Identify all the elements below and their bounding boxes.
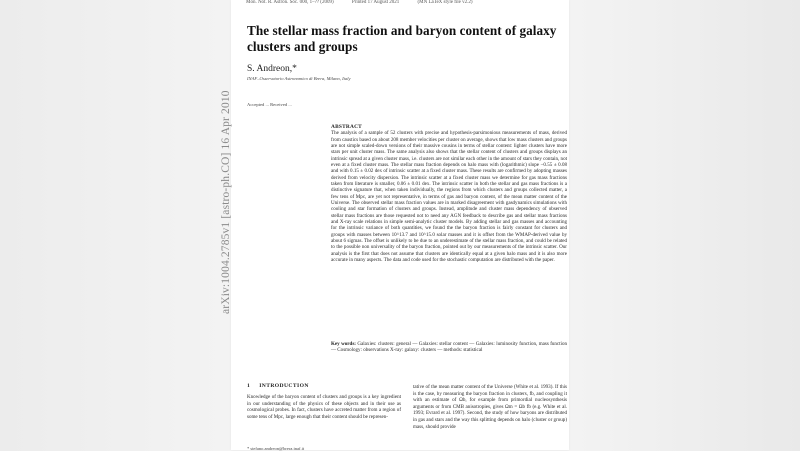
section-heading-introduction <box>247 383 309 389</box>
introduction-left-column: Knowledge of the baryon content of clusters and groups is a key ingredient in our understanding of the physics of these objects and in their use as cosmological probes. In fact, clusters have accreted matter from a region of some tens of Mpc, large enough that their content should be represen- <box>247 394 401 420</box>
running-head <box>246 0 566 6</box>
author-affiliation: INAF–Osservatorio Astronomico di Brera, Milano, Italy <box>247 76 351 81</box>
accepted-received: Accepted ... Received ... <box>247 102 292 107</box>
printed-date: Printed 17 August 2021 <box>351 0 400 5</box>
paper-title: The stellar mass fraction and baryon content of galaxy clusters and groups <box>247 23 557 54</box>
paper-page <box>220 0 569 451</box>
abstract-heading: ABSTRACT <box>331 124 362 130</box>
style-file: (MN LaTeX style file v2.2) <box>417 0 473 5</box>
footnote-email: * stefano.andreon@brera.inaf.it <box>247 446 305 451</box>
abstract-text: The analysis of a sample of 52 clusters with precise and hypothesis-parsimonious measurements of mass, derived from caustics based on about 208 member velocities per cluster on average, shows that low mass clusters and groups are not simple scaled-down versions of their massive cousins in terms of stellar content: lighter clusters have more stars per unit cluster mass. The same analysis also shows that the stellar content of clusters and groups displays an intrinsic spread at a given cluster mass, i.e. clusters are not similar each other in the amount of stars they contain, not even at a fixed cluster mass. The stellar mass fraction depends on halo mass with (logarithmic) slope −0.55 ± 0.08 and with 0.15 ± 0.02 dex of intrinsic scatter at a fixed cluster mass. These results are confirmed by adopting masses derived from velocity dispersion. The intrinsic scatter at a fixed cluster mass we determine for gas mass fractions taken from literature is smaller, 0.06 ± 0.01 dex. The intrinsic scatter in both the stellar and gas mass fractions is a distinctive signature that, when taken individually, the regions from which clusters and groups collected matter, a few tens of Mpc, are yet not representative, in terms of gas and baryon content, of the mean matter content of the Universe. The observed stellar mass fraction values are in marked disagreement with gasdynamics simulations with cooling and star formation of clusters and groups. Instead, amplitude and cluster mass dependency of observed stellar mass fractions are those requested not to need any AGN feedback to describe gas and stellar mass fractions and X-ray scale relations in simple semi-analytic cluster models. By adding stellar and gas masses and accounting for the intrinsic variance of both quantities, we found the the baryon fraction is fairly constant for clusters and groups with masses between 10^13.7 and 10^15.0 solar masses and it is offset from the WMAP-derived value by about 6 sigmas. The offset is unlikely to be due to an underestimate of the stellar mass fraction, and could be related to the possible non universality of the baryon fraction, pointed out by our measurements of the intrinsic scatter. Our analysis is the first that does not assume that clusters are identically equal at a given halo mass and it is also more accurate in many aspects. The data and code used for the stochastic computation are distributed with the paper. <box>331 130 567 263</box>
introduction-right-column: tative of the mean matter content of the Universe (White et al. 1993). If this is the case, by measuring the baryon fraction in clusters, fb, and coupling it with an estimate of Ωb, for example from primordial nucleosynthesis arguments or from CMB anisotropies, gives Ωm = Ωb fb (e.g. White et al. 1993; Evrard et al. 1997). Second, the study of how baryons are distributed in gas and stars and the way this splitting depends on halo (cluster or group) mass, should provide <box>413 384 567 430</box>
section-title: INTRODUCTION <box>259 383 309 389</box>
journal-citation: Mon. Not. R. Astron. Soc. 000, 1–?? (2009) <box>246 0 334 5</box>
arxiv-stamp: arXiv:1004.2785v1 [astro-ph.CO] 16 Apr 2010 <box>220 90 232 314</box>
section-number: 1 <box>247 383 251 389</box>
keywords <box>331 341 567 354</box>
keywords-label: Key words: <box>331 341 356 347</box>
author-name: S. Andreon,* <box>247 64 297 74</box>
keywords-text: Galaxies: clusters: general — Galaxies: stellar content — Galaxies: luminosity function, mass function — Cosmology: observations X-ray: galaxy: clusters — methods: statistical <box>331 341 568 354</box>
abstract <box>331 124 567 263</box>
